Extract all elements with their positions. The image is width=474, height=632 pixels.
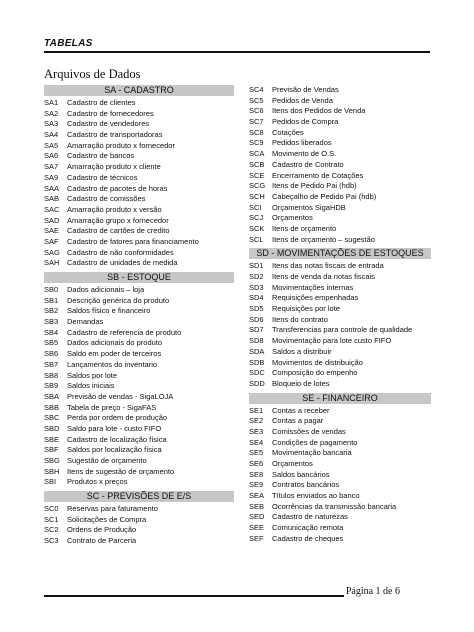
table-row	[44, 194, 234, 205]
table-row	[249, 304, 431, 315]
table-code: SAD	[44, 215, 60, 225]
table-description: Itens de orçamento	[272, 223, 337, 233]
table-row	[44, 403, 234, 414]
table-code: SB8	[44, 370, 59, 380]
table-description: Previsão de Vendas	[272, 85, 339, 94]
table-row	[249, 325, 431, 336]
header-rule	[44, 51, 430, 53]
table-code: SBB	[44, 402, 60, 412]
table-group-header: SB - ESTOQUE	[44, 272, 234, 283]
table-row	[249, 427, 431, 438]
table-code: SC6	[249, 106, 264, 116]
table-row	[44, 141, 234, 152]
table-code: SCA	[249, 149, 265, 159]
table-code: SD2	[249, 272, 264, 281]
table-code: SBI	[44, 477, 57, 487]
table-row	[249, 138, 431, 149]
table-row	[44, 328, 234, 339]
table-code: SC7	[249, 117, 264, 127]
table-code: SD1	[249, 261, 264, 271]
table-description: Itens de orçamento – sugestão	[272, 234, 375, 244]
table-code: SEF	[249, 533, 264, 543]
table-code: SAB	[44, 194, 60, 204]
table-description: Cadastro de não conformidades	[67, 247, 174, 257]
table-description: Saldo em poder de terceiros	[67, 349, 162, 359]
table-code: SCL	[249, 234, 264, 244]
table-row	[44, 173, 234, 184]
table-description: Pedidos de Venda	[272, 95, 333, 105]
table-code: SA4	[44, 130, 59, 140]
table-row	[44, 424, 234, 435]
footer-rule	[44, 595, 344, 597]
table-row	[44, 258, 234, 269]
table-code: SE3	[249, 426, 264, 436]
table-description: Dados adicionais do produto	[67, 338, 163, 348]
table-description: Cabeçalho de Pedido Pai (hdb)	[272, 191, 377, 201]
table-row	[249, 491, 431, 502]
table-row	[249, 315, 431, 326]
right-column	[249, 85, 431, 545]
table-code: SB3	[44, 317, 59, 327]
table-code: SAA	[44, 183, 60, 193]
table-row	[249, 106, 431, 117]
table-description: Bloqueio de lotes	[272, 378, 330, 388]
table-description: Cadastro de cheques	[272, 533, 344, 543]
table-description: Saldos bancários	[272, 469, 330, 479]
table-description: Cadastro de bancos	[67, 151, 135, 161]
table-description: Amarração grupo x fornecedor	[67, 215, 169, 225]
table-code: SCG	[249, 181, 266, 191]
table-code: SC4	[249, 85, 264, 94]
table-description: Requisições por lote	[272, 304, 340, 314]
table-description: Perda por ordem de produção	[67, 413, 168, 423]
table-code: SCK	[249, 223, 265, 233]
table-code: SBD	[44, 423, 60, 433]
table-description: Pedidos de Compra	[272, 117, 339, 127]
table-code: SD5	[249, 304, 264, 314]
table-code: SDA	[249, 346, 265, 356]
table-row	[249, 160, 431, 171]
table-code: SBF	[44, 445, 59, 455]
table-description: Descrição genérica do produto	[67, 295, 170, 305]
table-row	[44, 515, 234, 526]
table-description: Cadastro de fornecedores	[67, 108, 154, 118]
table-code: SA6	[44, 151, 59, 161]
table-code: SC9	[249, 138, 264, 148]
table-description: Cadastro de clientes	[67, 98, 136, 107]
table-row	[44, 413, 234, 424]
table-row	[44, 151, 234, 162]
table-row	[249, 283, 431, 294]
table-row	[249, 379, 431, 390]
table-row	[249, 171, 431, 182]
table-description: Amarração produto x versão	[67, 204, 162, 214]
table-row	[44, 162, 234, 173]
table-group-header: SD - MOVIMENTAÇÕES DE ESTOQUES	[249, 248, 431, 259]
table-row	[249, 181, 431, 192]
table-description: Cotações	[272, 127, 304, 137]
table-description: Itens das notas fiscais de entrada	[272, 261, 384, 271]
table-code: SBA	[44, 391, 60, 401]
left-column	[44, 85, 234, 547]
page-number: Página 1 de 6	[345, 586, 400, 597]
table-code: SCB	[249, 159, 265, 169]
table-description: Ocorrências da transmissão bancaria	[272, 501, 397, 511]
table-code: SB9	[44, 381, 59, 391]
table-description: Sugestão de orçamento	[67, 456, 147, 465]
table-row	[44, 248, 234, 259]
table-description: Movimento de O.S.	[272, 149, 337, 159]
table-description: Movimentação bancaria	[272, 448, 352, 458]
table-code: SCE	[249, 170, 265, 180]
table-code: SCJ	[249, 213, 264, 223]
table-description: Amarração produto x fornecedor	[67, 140, 175, 150]
table-row	[249, 149, 431, 160]
table-code: SEA	[249, 491, 265, 501]
table-code: SAG	[44, 247, 60, 257]
table-code: SD4	[249, 293, 264, 303]
table-row	[249, 213, 431, 224]
table-row	[44, 119, 234, 130]
table-row	[44, 349, 234, 360]
table-row	[44, 360, 234, 371]
table-code: SAF	[44, 236, 59, 246]
table-row	[249, 502, 431, 513]
table-code: SDC	[249, 368, 265, 378]
table-row	[249, 459, 431, 470]
table-code: SC1	[44, 514, 59, 524]
table-code: SB2	[44, 306, 59, 316]
table-description: Cadastro de unidades de medida	[67, 258, 178, 268]
table-description: Orçamentos SigaHDB	[272, 202, 346, 212]
table-row	[249, 117, 431, 128]
table-row	[44, 237, 234, 248]
table-description: Lançamentos do inventario	[67, 359, 158, 369]
table-row	[249, 192, 431, 203]
table-description: Comunicação remota	[272, 523, 344, 533]
table-description: Cadastro de referencia de produto	[67, 327, 182, 337]
table-description: Previsão de vendas - SigaLOJA	[67, 391, 174, 401]
table-row	[44, 296, 234, 307]
table-description: Contas a receber	[272, 405, 330, 415]
table-row	[249, 224, 431, 235]
table-description: Comissões de vendas	[272, 426, 346, 436]
table-description: Ordens de Produção	[67, 525, 137, 535]
table-description: Amarração produto x cliente	[67, 162, 161, 172]
table-description: Orçamentos	[272, 459, 313, 468]
table-code: SD8	[249, 336, 264, 346]
table-code: SED	[249, 512, 265, 522]
table-row	[44, 467, 234, 478]
table-code: SB4	[44, 327, 59, 337]
table-description: Produtos x preços	[67, 477, 128, 487]
table-description: Requisições empenhadas	[272, 293, 359, 303]
section-title: Arquivos de Dados	[44, 67, 141, 81]
table-row	[44, 109, 234, 120]
table-description: Movimentação para lote custo FIFO	[272, 336, 392, 346]
table-description: Cadastro de fatores para financiamento	[67, 236, 199, 246]
table-row	[249, 470, 431, 481]
table-code: SE2	[249, 416, 264, 426]
table-code: SCI	[249, 202, 262, 212]
table-row	[44, 477, 234, 488]
table-row	[249, 272, 431, 283]
table-code: SBE	[44, 434, 60, 444]
table-description: Itens de sugestão de orçamento	[67, 466, 175, 476]
table-description: Cadastro de Contrato	[272, 159, 344, 169]
table-code: SA5	[44, 140, 59, 150]
table-code: SDD	[249, 378, 265, 388]
table-code: SE6	[249, 459, 264, 468]
table-row	[44, 504, 234, 515]
table-row	[44, 371, 234, 382]
table-row	[249, 416, 431, 427]
table-description: Títulos enviados ao banco	[272, 491, 360, 501]
table-group-header: SA - CADASTRO	[44, 85, 234, 96]
table-code: SBG	[44, 456, 60, 465]
table-code: SEE	[249, 523, 265, 533]
table-code: SA2	[44, 108, 59, 118]
table-code: SC0	[44, 504, 59, 514]
table-description: Saldos por localização física	[67, 445, 162, 455]
table-code: SD3	[249, 282, 264, 292]
table-row	[44, 456, 234, 467]
table-code: SBH	[44, 466, 60, 476]
table-description: Contratos bancários	[272, 480, 340, 490]
table-description: Movimentações internas	[272, 282, 354, 292]
table-description: Cadastro de naturezas	[272, 512, 348, 522]
table-description: Saldos físico e financeiro	[67, 306, 151, 316]
table-description: Demandas	[67, 317, 104, 327]
table-description: Tabela de preço - SigaFAS	[67, 402, 157, 412]
table-description: Saldo para lote - custo FIFO	[67, 423, 162, 433]
table-row	[44, 435, 234, 446]
table-row	[44, 381, 234, 392]
table-code: SB7	[44, 359, 59, 369]
table-description: Transferencias para controle de qualidade	[272, 325, 413, 335]
table-description: Cadastro de pacotes de horas	[67, 183, 168, 193]
table-description: Cadastro de vendedores	[67, 119, 150, 129]
table-row	[249, 438, 431, 449]
table-code: SCH	[249, 191, 265, 201]
table-row	[44, 98, 234, 109]
table-row	[249, 523, 431, 534]
table-code: SC3	[44, 536, 59, 546]
table-description: Encerramento de Cotações	[272, 170, 364, 180]
table-row	[249, 96, 431, 107]
table-description: Composição do empenho	[272, 368, 358, 378]
table-description: Itens dos Pedidos de Venda	[272, 106, 366, 116]
table-code: SB0	[44, 285, 59, 294]
table-row	[249, 534, 431, 545]
table-description: Itens de venda da notas fiscais	[272, 272, 375, 281]
table-code: SAE	[44, 226, 60, 236]
table-code: SEB	[249, 501, 265, 511]
table-code: SA1	[44, 98, 59, 107]
table-code: SE4	[249, 437, 264, 447]
table-description: Cadastro de comissões	[67, 194, 146, 204]
table-row	[249, 406, 431, 417]
table-description: Cadastro de técnicos	[67, 172, 138, 182]
table-row	[44, 306, 234, 317]
table-code: SAC	[44, 204, 60, 214]
table-row	[44, 216, 234, 227]
table-code: SA3	[44, 119, 59, 129]
table-row	[249, 235, 431, 246]
table-row	[44, 205, 234, 216]
table-code: SE9	[249, 480, 264, 490]
table-row	[249, 293, 431, 304]
table-description: Itens do contrato	[272, 314, 328, 324]
table-description: Contas a pagar	[272, 416, 324, 426]
table-row	[249, 336, 431, 347]
table-description: Condições de pagamento	[272, 437, 358, 447]
table-code: SC2	[44, 525, 59, 535]
table-row	[44, 445, 234, 456]
table-code: SA7	[44, 162, 59, 172]
table-code: SC5	[249, 95, 264, 105]
table-row	[44, 317, 234, 328]
table-code: SB6	[44, 349, 59, 359]
table-row	[44, 536, 234, 547]
table-description: Itens de Pedido Pai (hdb)	[272, 181, 357, 191]
table-description: Contrato de Parceria	[67, 536, 137, 546]
table-code: SBC	[44, 413, 60, 423]
table-description: Reservas para faturamento	[67, 504, 158, 514]
table-code: SA9	[44, 172, 59, 182]
table-row	[249, 261, 431, 272]
table-row	[249, 448, 431, 459]
table-row	[44, 130, 234, 141]
table-description: Pedidos liberados	[272, 138, 332, 148]
table-description: Cadastro de localização física	[67, 434, 167, 444]
table-row	[249, 512, 431, 523]
table-code: SD7	[249, 325, 264, 335]
table-row	[249, 358, 431, 369]
table-code: SB5	[44, 338, 59, 348]
table-row	[44, 338, 234, 349]
table-code: SDB	[249, 357, 265, 367]
table-row	[249, 480, 431, 491]
table-row	[249, 203, 431, 214]
table-description: Solicitações de Compra	[67, 514, 147, 524]
table-description: Cadastro de cartões de credito	[67, 226, 170, 236]
table-code: SAH	[44, 258, 60, 268]
table-description: Orçamentos	[272, 213, 313, 223]
table-row	[249, 347, 431, 358]
table-row	[44, 285, 234, 296]
table-code: SB1	[44, 295, 59, 305]
table-row	[44, 392, 234, 403]
table-row	[44, 184, 234, 195]
table-description: Saldos iniciais	[67, 381, 115, 391]
table-row	[44, 226, 234, 237]
document-header: TABELAS	[44, 38, 93, 49]
table-description: Saldos a distribuir	[272, 346, 332, 356]
table-row	[249, 368, 431, 379]
table-row	[249, 85, 431, 96]
table-group-header: SE - FINANCEIRO	[249, 393, 431, 404]
table-code: SE5	[249, 448, 264, 458]
table-row	[44, 525, 234, 536]
table-group-header: SC - PREVISÕES DE E/S	[44, 491, 234, 502]
table-code: SE1	[249, 405, 264, 415]
table-code: SD6	[249, 314, 264, 324]
table-code: SC8	[249, 127, 264, 137]
table-description: Movimentos de distribuição	[272, 357, 363, 367]
table-row	[249, 128, 431, 139]
table-description: Cadastro de transportadoras	[67, 130, 163, 140]
table-description: Saldos por lote	[67, 370, 118, 380]
table-description: Dados adicionais – loja	[67, 285, 145, 294]
table-code: SE8	[249, 469, 264, 479]
